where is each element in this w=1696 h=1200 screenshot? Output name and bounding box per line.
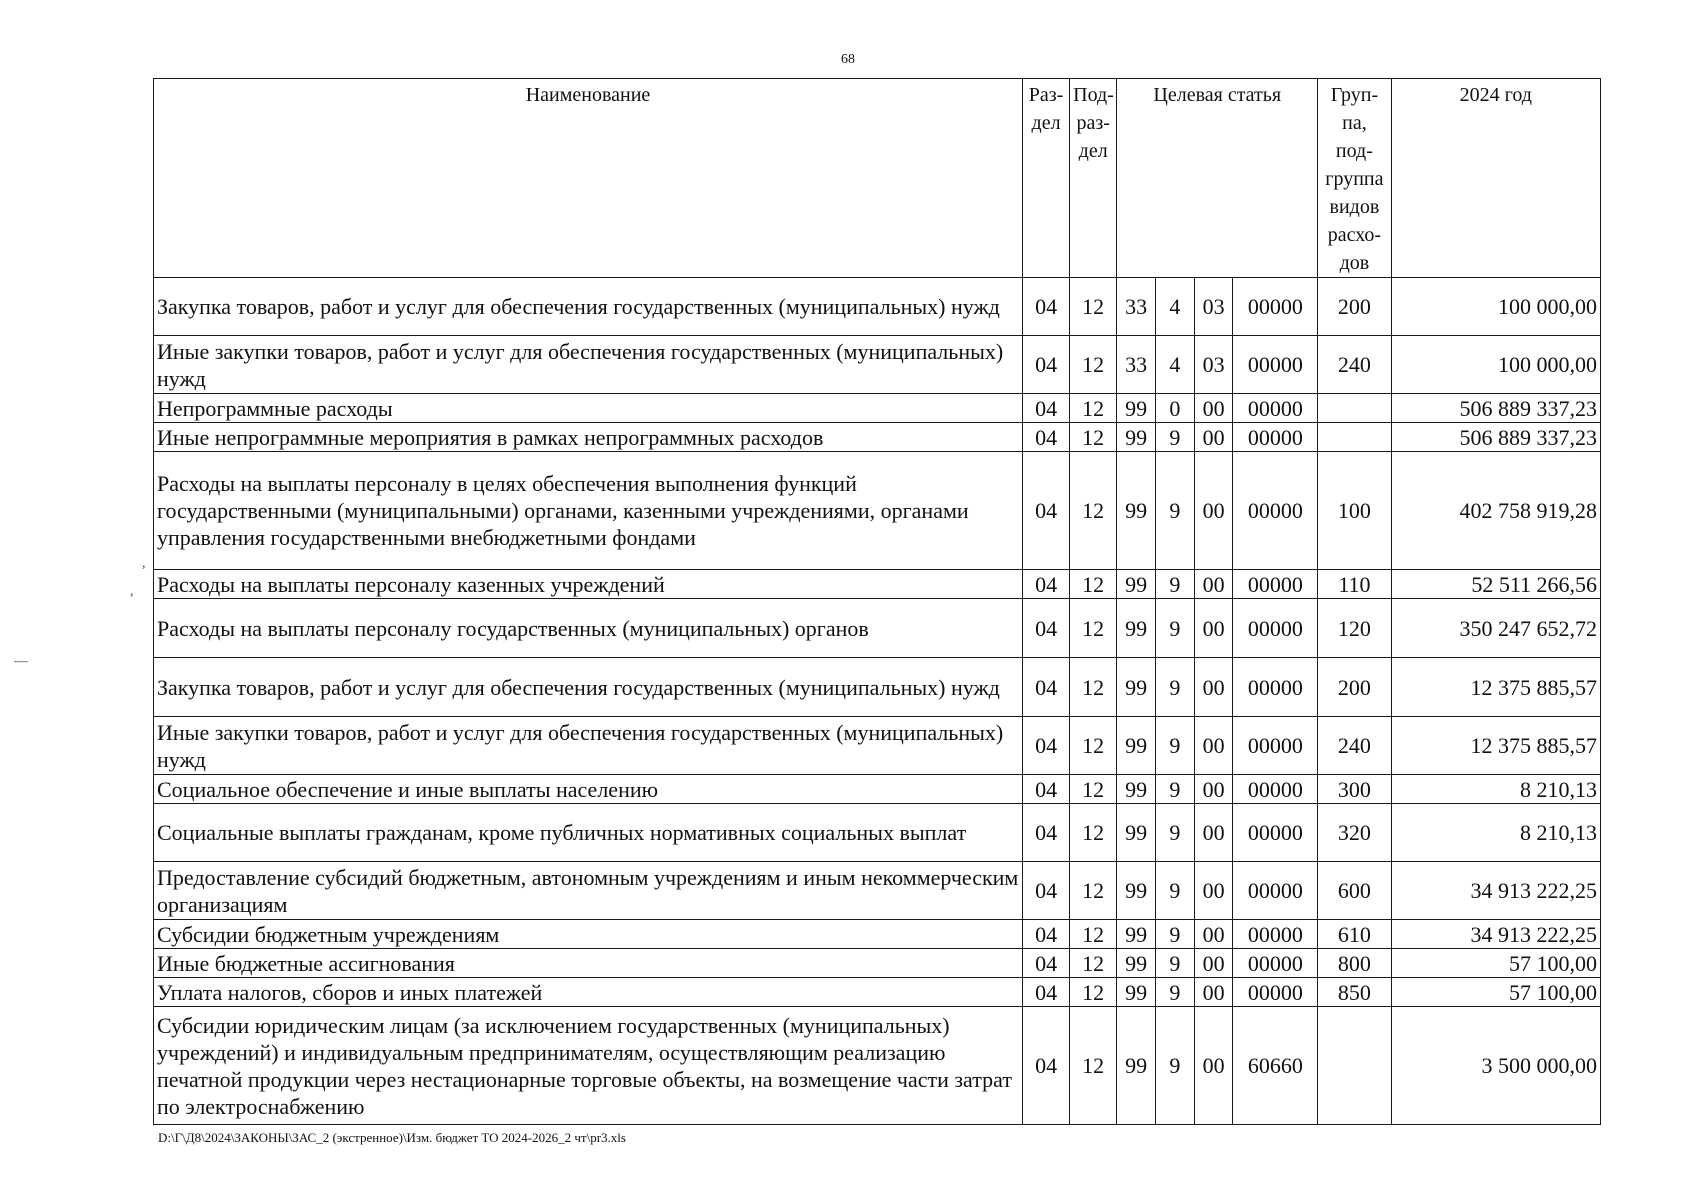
row-target-type: 9 — [1155, 658, 1194, 717]
row-podrazdel: 12 — [1070, 658, 1117, 717]
row-name: Расходы на выплаты персоналу государственных (муниципальных) органов — [154, 599, 1023, 658]
row-sum-2024: 12 375 885,57 — [1391, 658, 1600, 717]
row-target-type: 9 — [1155, 717, 1194, 775]
table-row — [154, 336, 1601, 394]
table-row — [154, 423, 1601, 452]
row-sum-2024: 506 889 337,23 — [1391, 423, 1600, 452]
row-podrazdel: 12 — [1070, 978, 1117, 1007]
table-row — [154, 394, 1601, 423]
row-target-main: 00 — [1194, 775, 1233, 804]
row-name: Иные непрограммные мероприятия в рамках непрограммных расходов — [154, 423, 1023, 452]
row-target-program: 99 — [1117, 949, 1156, 978]
row-target-type: 9 — [1155, 423, 1194, 452]
row-target-program: 99 — [1117, 862, 1156, 920]
footer-file-path: D:\Г\Д8\2024\ЗАКОНЫ\ЗАС_2 (экстренное)\Изм. бюджет ТО 2024-2026_2 чт\pr3.xls — [158, 1130, 626, 1145]
row-target-program: 99 — [1117, 570, 1156, 599]
row-name: Иные закупки товаров, работ и услуг для обеспечения государственных (муниципальных) нужд — [154, 336, 1023, 394]
row-podrazdel: 12 — [1070, 804, 1117, 862]
row-sum-2024: 57 100,00 — [1391, 949, 1600, 978]
table-row — [154, 804, 1601, 862]
header-razdel: Раз- дел — [1023, 79, 1070, 278]
row-target-direction: 00000 — [1233, 452, 1318, 570]
row-sum-2024: 100 000,00 — [1391, 278, 1600, 336]
row-podrazdel: 12 — [1070, 452, 1117, 570]
row-target-type: 9 — [1155, 1007, 1194, 1125]
row-target-direction: 00000 — [1233, 570, 1318, 599]
row-razdel: 04 — [1023, 452, 1070, 570]
row-target-direction: 00000 — [1233, 658, 1318, 717]
row-podrazdel: 12 — [1070, 278, 1117, 336]
row-target-program: 99 — [1117, 658, 1156, 717]
row-sum-2024: 402 758 919,28 — [1391, 452, 1600, 570]
row-razdel: 04 — [1023, 599, 1070, 658]
row-sum-2024: 8 210,13 — [1391, 775, 1600, 804]
row-target-program: 99 — [1117, 423, 1156, 452]
row-target-type: 4 — [1155, 278, 1194, 336]
row-target-direction: 00000 — [1233, 949, 1318, 978]
row-expense-group: 240 — [1318, 717, 1391, 775]
row-name: Закупка товаров, работ и услуг для обеспечения государственных (муниципальных) нужд — [154, 658, 1023, 717]
row-razdel: 04 — [1023, 775, 1070, 804]
row-name: Непрограммные расходы — [154, 394, 1023, 423]
row-target-main: 03 — [1194, 278, 1233, 336]
table-row — [154, 920, 1601, 949]
row-target-direction: 00000 — [1233, 920, 1318, 949]
row-razdel: 04 — [1023, 394, 1070, 423]
table-header-row — [154, 79, 1601, 278]
row-podrazdel: 12 — [1070, 599, 1117, 658]
row-target-type: 9 — [1155, 570, 1194, 599]
row-target-type: 9 — [1155, 978, 1194, 1007]
row-target-type: 4 — [1155, 336, 1194, 394]
row-target-program: 99 — [1117, 599, 1156, 658]
row-razdel: 04 — [1023, 570, 1070, 599]
row-razdel: 04 — [1023, 717, 1070, 775]
row-expense-group: 600 — [1318, 862, 1391, 920]
header-podrazdel: Под- раз- дел — [1070, 79, 1117, 278]
row-podrazdel: 12 — [1070, 717, 1117, 775]
row-target-main: 00 — [1194, 920, 1233, 949]
row-podrazdel: 12 — [1070, 423, 1117, 452]
row-sum-2024: 3 500 000,00 — [1391, 1007, 1600, 1125]
row-sum-2024: 506 889 337,23 — [1391, 394, 1600, 423]
table-row — [154, 978, 1601, 1007]
header-year-2024: 2024 год — [1391, 79, 1600, 278]
row-target-direction: 00000 — [1233, 278, 1318, 336]
row-name: Уплата налогов, сборов и иных платежей — [154, 978, 1023, 1007]
row-sum-2024: 57 100,00 — [1391, 978, 1600, 1007]
margin-mark: — — [14, 654, 28, 669]
table-body — [154, 278, 1601, 1125]
row-podrazdel: 12 — [1070, 862, 1117, 920]
table-row — [154, 278, 1601, 336]
row-expense-group: 200 — [1318, 278, 1391, 336]
row-expense-group: 120 — [1318, 599, 1391, 658]
row-expense-group: 800 — [1318, 949, 1391, 978]
row-sum-2024: 34 913 222,25 — [1391, 920, 1600, 949]
row-expense-group: 240 — [1318, 336, 1391, 394]
row-target-main: 00 — [1194, 978, 1233, 1007]
page-number: 68 — [841, 52, 855, 67]
row-target-type: 9 — [1155, 949, 1194, 978]
row-sum-2024: 100 000,00 — [1391, 336, 1600, 394]
row-target-type: 9 — [1155, 775, 1194, 804]
row-target-main: 00 — [1194, 804, 1233, 862]
row-target-main: 00 — [1194, 570, 1233, 599]
row-target-program: 99 — [1117, 804, 1156, 862]
row-target-type: 0 — [1155, 394, 1194, 423]
row-razdel: 04 — [1023, 862, 1070, 920]
row-target-program: 33 — [1117, 336, 1156, 394]
row-target-program: 99 — [1117, 394, 1156, 423]
row-podrazdel: 12 — [1070, 920, 1117, 949]
row-razdel: 04 — [1023, 278, 1070, 336]
row-target-direction: 00000 — [1233, 978, 1318, 1007]
row-expense-group: 100 — [1318, 452, 1391, 570]
row-razdel: 04 — [1023, 1007, 1070, 1125]
row-target-direction: 60660 — [1233, 1007, 1318, 1125]
row-sum-2024: 12 375 885,57 — [1391, 717, 1600, 775]
row-expense-group — [1318, 423, 1391, 452]
row-sum-2024: 34 913 222,25 — [1391, 862, 1600, 920]
row-target-type: 9 — [1155, 599, 1194, 658]
row-podrazdel: 12 — [1070, 949, 1117, 978]
row-expense-group: 610 — [1318, 920, 1391, 949]
row-expense-group: 320 — [1318, 804, 1391, 862]
row-name: Закупка товаров, работ и услуг для обеспечения государственных (муниципальных) нужд — [154, 278, 1023, 336]
row-target-direction: 00000 — [1233, 775, 1318, 804]
row-expense-group: 200 — [1318, 658, 1391, 717]
row-target-program: 33 — [1117, 278, 1156, 336]
row-expense-group — [1318, 394, 1391, 423]
row-target-direction: 00000 — [1233, 599, 1318, 658]
table-row — [154, 862, 1601, 920]
row-razdel: 04 — [1023, 658, 1070, 717]
row-name: Субсидии юридическим лицам (за исключением государственных (муниципальных) учреждений) и индивидуальным предпринимателям, осуществляющим реализацию печатной продукции через нестационарные торговые объекты, на возмещение части затрат по электроснабжению — [154, 1007, 1023, 1125]
row-target-type: 9 — [1155, 862, 1194, 920]
row-sum-2024: 52 511 266,56 — [1391, 570, 1600, 599]
row-name: Субсидии бюджетным учреждениям — [154, 920, 1023, 949]
row-name: Социальное обеспечение и иные выплаты населению — [154, 775, 1023, 804]
budget-table — [153, 78, 1601, 1125]
row-name: Социальные выплаты гражданам, кроме публичных нормативных социальных выплат — [154, 804, 1023, 862]
row-target-main: 00 — [1194, 862, 1233, 920]
row-target-direction: 00000 — [1233, 423, 1318, 452]
row-razdel: 04 — [1023, 804, 1070, 862]
row-expense-group: 300 — [1318, 775, 1391, 804]
header-name: Наименование — [154, 79, 1023, 278]
row-target-type: 9 — [1155, 920, 1194, 949]
row-sum-2024: 350 247 652,72 — [1391, 599, 1600, 658]
row-target-main: 00 — [1194, 452, 1233, 570]
table-row — [154, 949, 1601, 978]
row-target-program: 99 — [1117, 978, 1156, 1007]
row-razdel: 04 — [1023, 920, 1070, 949]
row-target-direction: 00000 — [1233, 804, 1318, 862]
row-razdel: 04 — [1023, 978, 1070, 1007]
row-target-direction: 00000 — [1233, 717, 1318, 775]
table-row — [154, 452, 1601, 570]
table-row — [154, 599, 1601, 658]
margin-mark: , — [130, 584, 134, 599]
row-target-main: 00 — [1194, 949, 1233, 978]
row-target-program: 99 — [1117, 717, 1156, 775]
row-razdel: 04 — [1023, 336, 1070, 394]
table-row — [154, 1007, 1601, 1125]
row-sum-2024: 8 210,13 — [1391, 804, 1600, 862]
row-razdel: 04 — [1023, 423, 1070, 452]
row-expense-group — [1318, 1007, 1391, 1125]
row-target-main: 03 — [1194, 336, 1233, 394]
table-row — [154, 570, 1601, 599]
row-target-program: 99 — [1117, 775, 1156, 804]
row-podrazdel: 12 — [1070, 570, 1117, 599]
row-expense-group: 110 — [1318, 570, 1391, 599]
row-name: Иные закупки товаров, работ и услуг для обеспечения государственных (муниципальных) нужд — [154, 717, 1023, 775]
row-target-type: 9 — [1155, 452, 1194, 570]
row-target-direction: 00000 — [1233, 862, 1318, 920]
row-expense-group: 850 — [1318, 978, 1391, 1007]
row-target-program: 99 — [1117, 920, 1156, 949]
row-podrazdel: 12 — [1070, 394, 1117, 423]
row-target-direction: 00000 — [1233, 394, 1318, 423]
row-target-main: 00 — [1194, 717, 1233, 775]
row-name: Расходы на выплаты персоналу в целях обеспечения выполнения функций государственными (муниципальными) органами, казенными учреждениями, органами управления государственными внебюджетными фондами — [154, 452, 1023, 570]
row-target-program: 99 — [1117, 452, 1156, 570]
row-target-direction: 00000 — [1233, 336, 1318, 394]
row-target-main: 00 — [1194, 599, 1233, 658]
header-target-article: Целевая статья — [1117, 79, 1318, 278]
row-name: Предоставление субсидий бюджетным, автономным учреждениям и иным некоммерческим организациям — [154, 862, 1023, 920]
row-target-main: 00 — [1194, 423, 1233, 452]
row-podrazdel: 12 — [1070, 1007, 1117, 1125]
header-expense-group: Груп- па, под- группа видов расхо- дов — [1318, 79, 1391, 278]
row-podrazdel: 12 — [1070, 775, 1117, 804]
row-target-main: 00 — [1194, 1007, 1233, 1125]
table-row — [154, 658, 1601, 717]
row-razdel: 04 — [1023, 949, 1070, 978]
row-target-type: 9 — [1155, 804, 1194, 862]
row-target-main: 00 — [1194, 658, 1233, 717]
margin-mark: , — [142, 556, 146, 571]
table-row — [154, 717, 1601, 775]
table-row — [154, 775, 1601, 804]
row-name: Иные бюджетные ассигнования — [154, 949, 1023, 978]
row-podrazdel: 12 — [1070, 336, 1117, 394]
row-target-program: 99 — [1117, 1007, 1156, 1125]
row-name: Расходы на выплаты персоналу казенных учреждений — [154, 570, 1023, 599]
row-target-main: 00 — [1194, 394, 1233, 423]
